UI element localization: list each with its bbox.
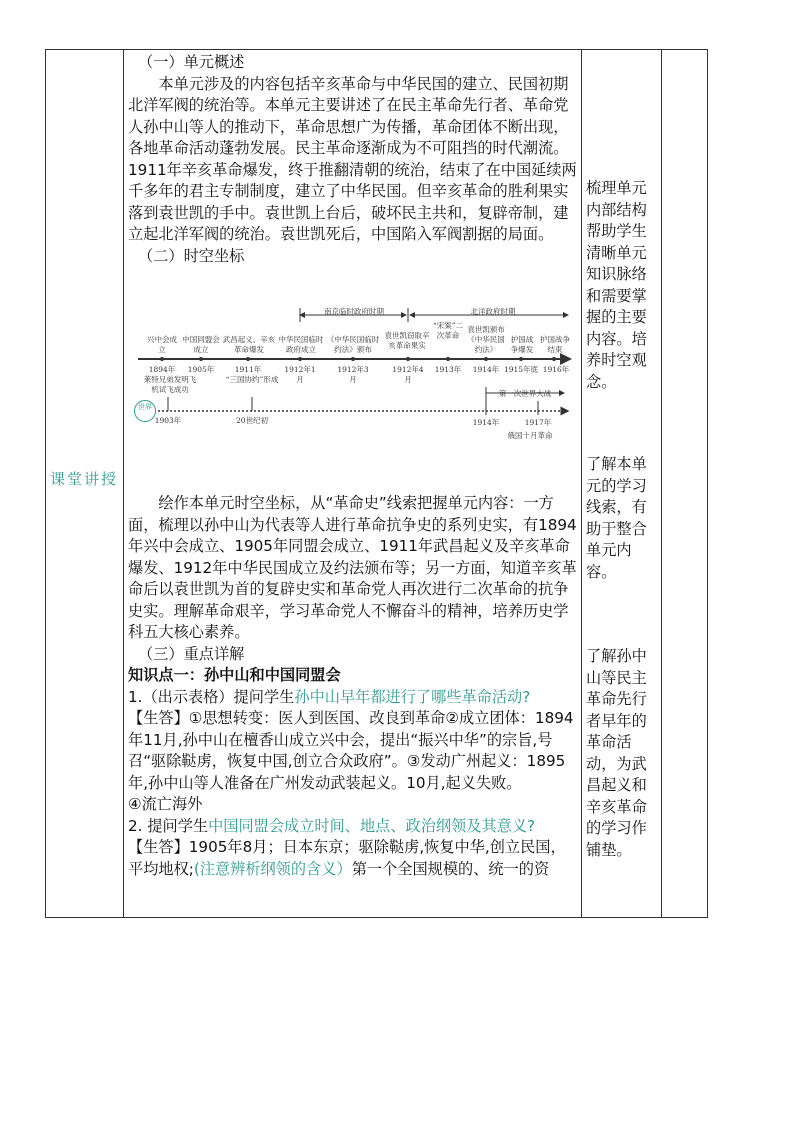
answer-2 <box>128 837 578 880</box>
overview-text: 本单元涉及的内容包括辛亥革命与中华民国的建立、民国初期北洋军阀的统治等。本单元主要讲述了在民主革命先行者、革命党人孙中山等人的推动下，革命思想广为传播，革命团体不断出现，各地革命活动蓬勃发展。民主革命逐渐成为不可阻挡的时代潮流。1911年辛亥革命爆发，终于推翻清朝的统治，结束了在中国延续两千多年的君主专制制度，建立了中华民国。但辛亥革命的胜利果实落到袁世凯的手中。袁世凯上台后，破坏民主共和，复辟帝制，建立起北洋军阀的统治。袁世凯死后，中国陷入军阀割据的局面。 <box>128 74 577 243</box>
event-label: 中国同盟会成立 <box>182 335 220 354</box>
note-1: 梳理单元内部结构帮助学生清晰单元知识脉络和需要掌握的主要内容。培养时空观念。 <box>586 179 647 391</box>
main-content <box>128 52 578 880</box>
overview-heading: （一）单元概述 <box>138 53 245 71</box>
event-year: 1905年 <box>187 365 215 374</box>
event-year: 1912年4月 <box>392 365 424 384</box>
section-label: 课堂讲授 <box>50 470 119 488</box>
event-label: 武昌起义、辛亥革命爆发 <box>222 335 276 354</box>
table-divider-2 <box>581 49 582 918</box>
event-year: 1916年 <box>542 365 570 374</box>
event-year: 1915年底 <box>503 365 539 374</box>
event-label: 护国战争结束 <box>540 335 570 354</box>
event-label: 中华民国临时政府成立 <box>278 335 324 354</box>
note-2: 了解本单元的学习线索，有助于整合单元内容。 <box>586 455 647 581</box>
event-year: 1894年 <box>148 365 176 374</box>
event-label: 袁世凯颁布《中华民国约法》 <box>467 325 505 354</box>
answer-1-end: ④流亡海外 <box>128 795 203 813</box>
event-year: 1911年 <box>234 365 262 374</box>
world-event-label: 莱特兄弟发明飞机试飞成功 <box>143 375 197 394</box>
ww1-start-year: 1914年 <box>472 418 500 427</box>
answer-2-part-1: 【生答】1905年8月；日本东京；驱除鞑虏,恢复中华,创立民国，平均地权; <box>128 838 566 878</box>
event-label: “宋案”二次革命 <box>432 321 464 340</box>
world-globe-icon: 世界 <box>134 400 156 422</box>
answer-2-part-2: 第一个全国规模的、统一的资 <box>351 859 550 878</box>
question-1-prefix: 1.（出示表格）提问学生 <box>128 687 295 706</box>
knowledge-point-title: 知识点一：孙中山和中国同盟会 <box>128 666 341 684</box>
world-event-year: 1903年 <box>154 416 182 425</box>
table-border-left <box>45 49 46 918</box>
event-label: 护国战争爆发 <box>510 335 534 354</box>
detail-heading: （三）重点详解 <box>138 644 245 663</box>
russia-revolution-label: 俄国十月革命 <box>507 431 553 440</box>
event-label: 袁世凯窃取辛亥革命果实 <box>384 331 430 350</box>
period-nanjing: 南京临时政府时期 <box>324 307 384 316</box>
period-beiyang: 北洋政府时期 <box>470 307 516 316</box>
world-event-label: “三国协约”形成 <box>225 375 279 384</box>
question-1 <box>128 687 578 709</box>
table-divider-3 <box>661 49 662 918</box>
timeline-text: 绘作本单元时空坐标，从“革命史”线索把握单元内容：一方面，梳理以孙中山为代表等人进行革命抗争史的系列史实，有1894年兴中会成立、1905年同盟会成立、1911年武昌起义及辛亥革命爆发、1912年中华民国成立及约法颁布等；另一方面，知道辛亥革命后以袁世凯为首的复辟史实和革命党人再次进行二次革命的抗争史实。理解革命艰辛，学习革命党人不懈奋斗的精神，培养历史学科五大核心素养。 <box>128 494 577 641</box>
event-label: 《中华民国临时约法》颁布 <box>326 335 380 354</box>
table-divider-1 <box>123 49 124 918</box>
timeline-figure <box>128 275 578 483</box>
ww1-label: 第一次世界大战 <box>498 389 552 398</box>
event-label: 兴中会成立 <box>147 335 177 354</box>
ww1-end-year: 1917年 <box>524 418 552 427</box>
question-2-prefix: 2. 提问学生 <box>128 816 209 835</box>
table-border-top <box>45 49 708 50</box>
world-event-year: 20世纪初 <box>235 416 269 425</box>
event-year: 1914年 <box>472 365 500 374</box>
table-border-right <box>707 49 708 918</box>
answer-1: 【生答】①思想转变：医人到医国、改良到革命②成立团体：1894年11月,孙中山在檀香山成立兴中会，提出“振兴中华”的宗旨,号召“驱除鞑虏，恢复中国,创立合众政府”。③发动广州起义：1895年,孙中山等人准备在广州发动武装起义。10月,起义失败。 <box>128 709 574 792</box>
note-3: 了解孙中山等民主革命先行者早年的革命活动，为武昌起义和辛亥革命的学习作铺垫。 <box>586 647 647 859</box>
event-year: 1912年1月 <box>284 365 316 384</box>
question-1-text: 孙中山早年都进行了哪些革命活动? <box>294 687 531 706</box>
event-year: 1912年3月 <box>337 365 369 384</box>
table-border-bottom <box>45 917 708 918</box>
timeline-heading: （二）时空坐标 <box>138 246 245 265</box>
event-year: 1913年 <box>434 365 462 374</box>
answer-2-note: (注意辨析纲领的含义） <box>193 859 352 878</box>
question-2-text: 中国同盟会成立时间、地点、政治纲领及其意义? <box>208 816 536 835</box>
question-2 <box>128 816 578 838</box>
